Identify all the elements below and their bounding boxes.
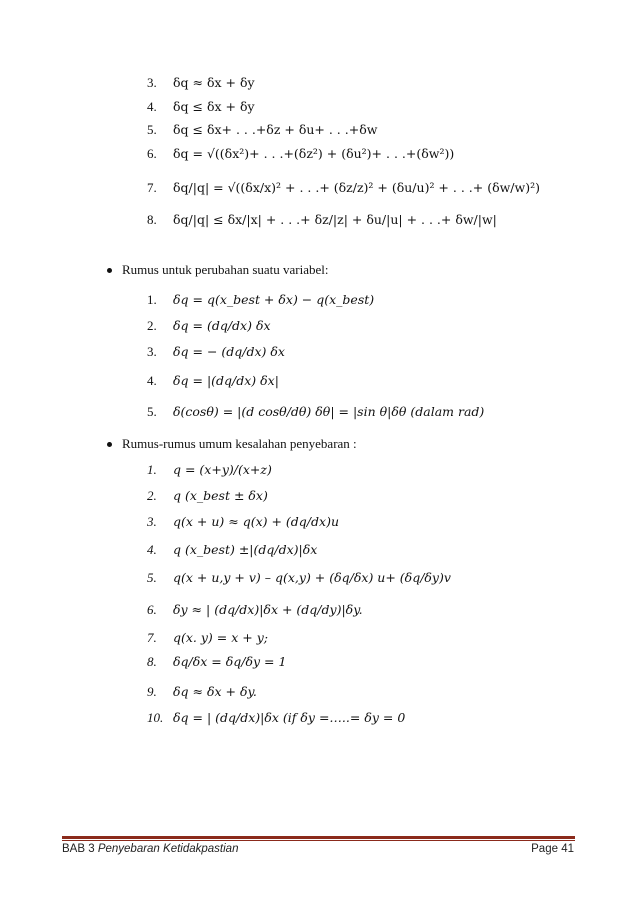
equation: q (x_best ± δx) [173,488,268,503]
list-b-item-4 [147,373,279,389]
list-c-item-6 [147,602,363,618]
footer-prefix: BAB 3 [62,843,98,855]
equation: δq/|q| ≤ δx/|x| + . . .+ δz/|z| + δu/|u| + . . .+ δw/|w| [173,212,497,227]
footer-rule [62,836,575,839]
list-number: 3. [147,344,157,359]
equation: q (x_best) ±|(dq/dx)|δx [173,542,318,557]
list-a-item-6 [147,146,454,162]
equation: δq/δx = δq/δy = 1 [173,654,287,669]
equation: δq = q(x_best + δx) − q(x_best) [173,292,375,307]
list-number: 4. [147,99,157,114]
list-number: 9. [147,684,157,699]
list-a-item-7 [147,180,540,196]
footer-chapter [62,843,238,855]
list-b-item-1 [147,292,374,308]
equation: δq ≤ δx+ . . .+δz + δu+ . . .+δw [173,122,378,137]
equation: δ(cosθ) = |(d cosθ/dθ) δθ| = |sin θ|δθ (dalam rad) [173,404,485,419]
list-a-item-5 [147,122,377,138]
list-c-item-4 [147,542,317,558]
list-number: 6. [147,146,157,161]
list-number: 2. [147,318,157,333]
list-c-item-9 [147,684,257,700]
list-number: 8. [147,654,157,669]
bullet-icon [107,268,112,273]
list-a-item-3 [147,75,255,91]
equation: δq/|q| = √((δx/x)² + . . .+ (δz/z)² + (δu/u)² + . . .+ (δw/w)²) [173,180,540,195]
list-number: 7. [147,180,157,195]
bullet-text: Rumus untuk perubahan suatu variabel: [122,262,329,277]
list-number: 8. [147,212,157,227]
equation: δq = |(dq/dx) δx| [173,373,279,388]
footer-chapter-title: Penyebaran Ketidakpastian [97,843,239,855]
equation: q(x + u,y + v) – q(x,y) + (δq/δx) u+ (δq/δy)v [173,570,451,585]
equation: δq ≈ δx + δy [173,75,255,90]
list-c-item-8 [147,654,286,670]
list-number: 1. [147,462,157,477]
equation: δq ≈ δx + δy. [173,684,257,699]
equation: δq = √((δx²)+ . . .+(δz²) + (δu²)+ . . .+(δw²)) [173,146,455,161]
equation: q(x + u) ≈ q(x) + (dq/dx)u [173,514,339,529]
list-number: 2. [147,488,157,503]
list-number: 4. [147,373,157,388]
footer-page-number: Page 41 [531,843,574,855]
bullet-heading-rumus-umum [107,436,357,452]
bullet-heading-perubahan [107,262,329,278]
list-number: 5. [147,122,157,137]
list-b-item-5 [147,404,484,420]
list-c-item-2 [147,488,268,504]
list-number: 7. [147,630,157,645]
equation: q(x. y) = x + y; [173,630,268,645]
bullet-text: Rumus-rumus umum kesalahan penyebaran : [122,436,357,451]
list-number: 3. [147,75,157,90]
equation: δq = (dq/dx) δx [173,318,271,333]
equation: δq = − (dq/dx) δx [173,344,285,359]
list-b-item-3 [147,344,285,360]
list-a-item-4 [147,99,255,115]
list-b-item-2 [147,318,271,334]
list-number: 6. [147,602,157,617]
equation: δy ≈ | (dq/dx)|δx + (dq/dy)|δy. [173,602,363,617]
list-c-item-7 [147,630,268,646]
list-a-item-8 [147,212,497,228]
list-c-item-10 [147,710,405,726]
list-number: 4. [147,542,157,557]
list-c-item-5 [147,570,451,586]
equation: δq ≤ δx + δy [173,99,255,114]
equation: q = (x+y)/(x+z) [173,462,272,477]
list-number: 3. [147,514,157,529]
equation: δq = | (dq/dx)|δx (if δy =…..= δy = 0 [173,710,406,725]
bullet-icon [107,442,112,447]
list-number: 5. [147,570,157,585]
list-number: 10. [147,710,164,725]
list-number: 1. [147,292,157,307]
list-c-item-3 [147,514,339,530]
list-number: 5. [147,404,157,419]
list-c-item-1 [147,462,272,478]
footer-rule-thin [62,840,575,841]
